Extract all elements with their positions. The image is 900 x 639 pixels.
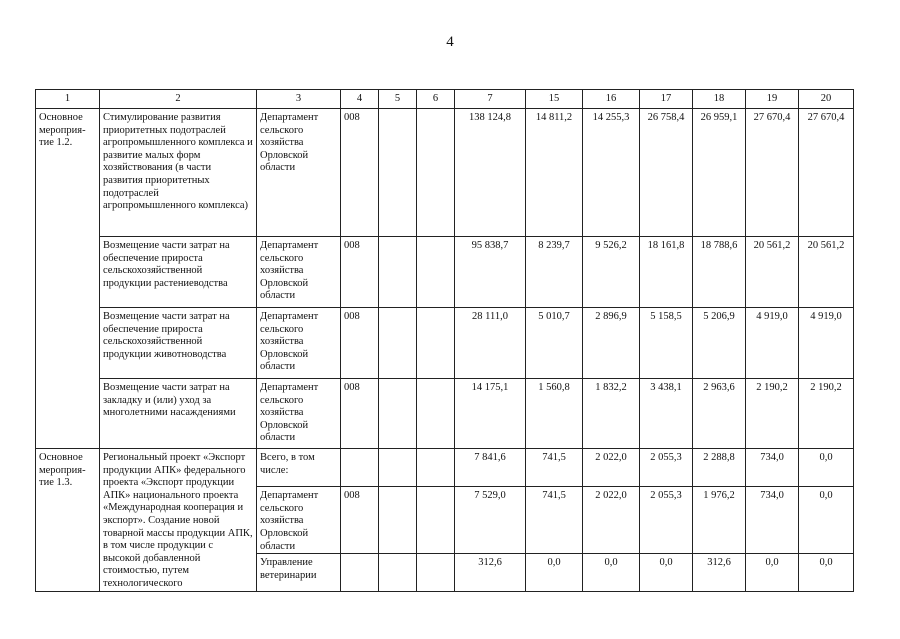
header-cell: 1 (36, 90, 100, 109)
code-cell (341, 449, 379, 487)
activity-name: Возмещение части затрат на обеспечение прироста сельскохозяйственной продукции животноводства (100, 308, 257, 379)
value-cell: 0,0 (799, 554, 854, 591)
value-cell: 741,5 (526, 449, 583, 487)
group-label: Основное мероприя-тие 1.3. (36, 449, 100, 592)
header-cell: 7 (455, 90, 526, 109)
executor: Департамент сельского хозяйства Орловской области (257, 109, 341, 237)
value-cell: 18 788,6 (693, 237, 746, 308)
value-cell: 5 206,9 (693, 308, 746, 379)
code-cell: 008 (341, 308, 379, 379)
activity-name: Возмещение части затрат на обеспечение прироста сельскохозяйственной продукции растениеводства (100, 237, 257, 308)
value-cell: 734,0 (746, 449, 799, 487)
code-cell: 008 (341, 237, 379, 308)
empty-cell (417, 308, 455, 379)
value-cell: 4 919,0 (746, 308, 799, 379)
value-cell: 4 919,0 (799, 308, 854, 379)
empty-cell (379, 487, 417, 554)
value-cell: 0,0 (799, 449, 854, 487)
value-cell: 27 670,4 (746, 109, 799, 237)
value-cell: 734,0 (746, 487, 799, 554)
budget-table (35, 89, 854, 592)
value-cell: 20 561,2 (746, 237, 799, 308)
empty-cell (417, 449, 455, 487)
value-cell: 0,0 (746, 554, 799, 591)
header-cell: 17 (640, 90, 693, 109)
empty-cell (379, 379, 417, 449)
executor: Департамент сельского хозяйства Орловской области (257, 487, 341, 554)
value-cell: 1 976,2 (693, 487, 746, 554)
value-cell: 28 111,0 (455, 308, 526, 379)
value-cell: 1 832,2 (583, 379, 640, 449)
header-cell: 2 (100, 90, 257, 109)
empty-cell (417, 109, 455, 237)
empty-cell (379, 308, 417, 379)
value-cell: 95 838,7 (455, 237, 526, 308)
empty-cell (417, 554, 455, 591)
executor: Департамент сельского хозяйства Орловской области (257, 237, 341, 308)
activity-name: Региональный проект «Экспорт продукции АПК» федерального проекта «Экспорт продукции АПК» национального проекта «Международная кооперация и экспорт». Создание новой товарной массы продукции АПК, в том числе продукции с высокой добавленной стоимостью, путем технологического (100, 449, 257, 592)
activity-name: Стимулирование развития приоритетных подотраслей агропромышленного комплекса и развитие малых форм хозяйствования (в части развития приоритетных подотраслей агропромышленного комплекса) (100, 109, 257, 237)
executor: Департамент сельского хозяйства Орловской области (257, 308, 341, 379)
header-cell: 6 (417, 90, 455, 109)
empty-cell (379, 109, 417, 237)
table-row (36, 237, 854, 308)
value-cell: 2 288,8 (693, 449, 746, 487)
value-cell: 0,0 (799, 487, 854, 554)
header-cell: 16 (583, 90, 640, 109)
value-cell: 5 010,7 (526, 308, 583, 379)
value-cell: 312,6 (693, 554, 746, 591)
table-row (36, 449, 854, 487)
header-row (36, 90, 854, 109)
value-cell: 0,0 (640, 554, 693, 591)
value-cell: 26 758,4 (640, 109, 693, 237)
value-cell: 2 022,0 (583, 449, 640, 487)
value-cell: 2 022,0 (583, 487, 640, 554)
executor: Всего, в том числе: (257, 449, 341, 487)
value-cell: 9 526,2 (583, 237, 640, 308)
value-cell: 27 670,4 (799, 109, 854, 237)
value-cell: 2 055,3 (640, 487, 693, 554)
value-cell: 2 896,9 (583, 308, 640, 379)
header-cell: 4 (341, 90, 379, 109)
value-cell: 2 190,2 (746, 379, 799, 449)
header-cell: 3 (257, 90, 341, 109)
executor: Управление ветеринарии (257, 554, 341, 591)
value-cell: 0,0 (583, 554, 640, 591)
value-cell: 26 959,1 (693, 109, 746, 237)
page-number: 4 (446, 34, 454, 50)
code-cell (341, 554, 379, 591)
header-cell: 5 (379, 90, 417, 109)
header-cell: 19 (746, 90, 799, 109)
value-cell: 741,5 (526, 487, 583, 554)
value-cell: 2 055,3 (640, 449, 693, 487)
executor: Департамент сельского хозяйства Орловской области (257, 379, 341, 449)
value-cell: 2 190,2 (799, 379, 854, 449)
activity-name: Возмещение части затрат на закладку и (или) уход за многолетними насаждениями (100, 379, 257, 449)
value-cell: 2 963,6 (693, 379, 746, 449)
value-cell: 7 841,6 (455, 449, 526, 487)
table-row (36, 308, 854, 379)
table-row (36, 109, 854, 237)
empty-cell (417, 237, 455, 308)
value-cell: 14 175,1 (455, 379, 526, 449)
value-cell: 312,6 (455, 554, 526, 591)
value-cell: 0,0 (526, 554, 583, 591)
value-cell: 138 124,8 (455, 109, 526, 237)
empty-cell (379, 554, 417, 591)
table-row (36, 379, 854, 449)
value-cell: 1 560,8 (526, 379, 583, 449)
header-cell: 15 (526, 90, 583, 109)
code-cell: 008 (341, 487, 379, 554)
value-cell: 14 811,2 (526, 109, 583, 237)
header-cell: 20 (799, 90, 854, 109)
code-cell: 008 (341, 109, 379, 237)
group-label: Основное мероприя-тие 1.2. (36, 109, 100, 449)
value-cell: 18 161,8 (640, 237, 693, 308)
value-cell: 14 255,3 (583, 109, 640, 237)
empty-cell (417, 487, 455, 554)
empty-cell (417, 379, 455, 449)
header-cell: 18 (693, 90, 746, 109)
value-cell: 8 239,7 (526, 237, 583, 308)
value-cell: 5 158,5 (640, 308, 693, 379)
value-cell: 7 529,0 (455, 487, 526, 554)
value-cell: 3 438,1 (640, 379, 693, 449)
value-cell: 20 561,2 (799, 237, 854, 308)
empty-cell (379, 449, 417, 487)
code-cell: 008 (341, 379, 379, 449)
empty-cell (379, 237, 417, 308)
